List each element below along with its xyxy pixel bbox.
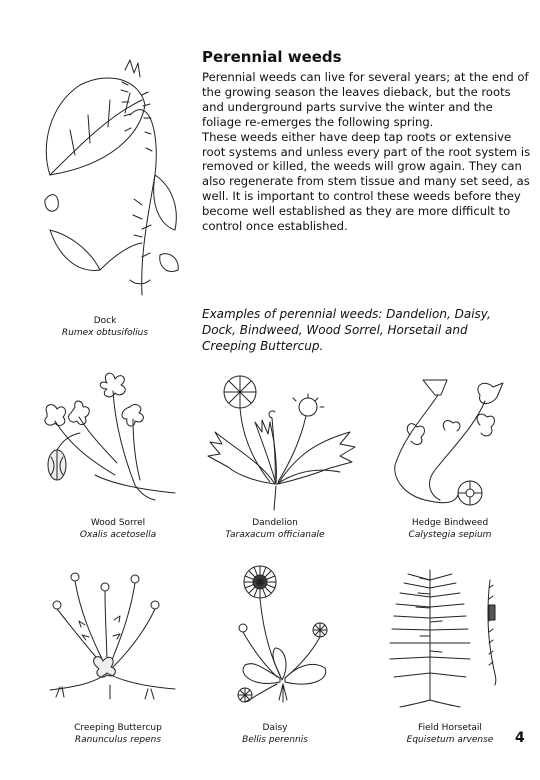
horsetail-latin-name: Equisetum arvense bbox=[406, 735, 494, 745]
wood-sorrel-latin-name: Oxalis acetosella bbox=[79, 530, 157, 540]
intro-paragraph-2: These weeds either have deep tap roots or extensive root systems and unless every part of the root system is removed or killed, the weeds will grow again. They can also regenerate from stem tissue and many set seed, as well. It is important to control these weeds before they become well established as they are more difficult to control once established. bbox=[202, 129, 531, 234]
wood-sorrel-common-name: Wood Sorrel bbox=[90, 518, 146, 528]
bindweed-latin-name: Calystegia sepium bbox=[408, 530, 492, 540]
dandelion-latin-name: Taraxacum officianale bbox=[225, 530, 325, 540]
dandelion-illustration bbox=[200, 372, 360, 512]
bindweed-caption bbox=[375, 517, 525, 541]
horsetail-caption bbox=[375, 722, 525, 746]
dock-latin-name: Rumex obtusifolius bbox=[61, 328, 149, 338]
dock-common-name: Dock bbox=[93, 316, 117, 326]
buttercup-caption bbox=[43, 722, 193, 746]
daisy-common-name: Daisy bbox=[262, 723, 288, 733]
dock-illustration bbox=[30, 55, 195, 305]
horsetail-illustration bbox=[375, 565, 510, 710]
dock-caption bbox=[30, 315, 180, 339]
daisy-caption bbox=[200, 722, 350, 746]
dandelion-common-name: Dandelion bbox=[252, 518, 298, 528]
horsetail-common-name: Field Horsetail bbox=[418, 723, 482, 733]
page-title: Perennial weeds bbox=[202, 48, 342, 66]
dandelion-caption bbox=[200, 517, 350, 541]
daisy-illustration bbox=[225, 560, 345, 720]
intro-text bbox=[202, 70, 532, 234]
buttercup-common-name: Creeping Buttercup bbox=[74, 723, 162, 733]
bindweed-illustration bbox=[385, 375, 515, 510]
buttercup-latin-name: Ranunculus repens bbox=[74, 735, 162, 745]
examples-text: Examples of perennial weeds: Dandelion, Daisy, Dock, Bindweed, Wood Sorrel, Horsetail and Creeping Buttercup. bbox=[202, 307, 491, 353]
page-number: 4 bbox=[515, 730, 525, 746]
wood-sorrel-caption bbox=[43, 517, 193, 541]
bindweed-common-name: Hedge Bindweed bbox=[411, 518, 489, 528]
wood-sorrel-illustration bbox=[35, 365, 185, 505]
daisy-latin-name: Bellis perennis bbox=[242, 735, 308, 745]
buttercup-illustration bbox=[35, 565, 185, 705]
intro-paragraph-1: Perennial weeds can live for several years; at the end of the growing season the leaves dieback, but the roots and underground parts survive the winter and the foliage re-emerges the following spring. bbox=[202, 70, 529, 129]
